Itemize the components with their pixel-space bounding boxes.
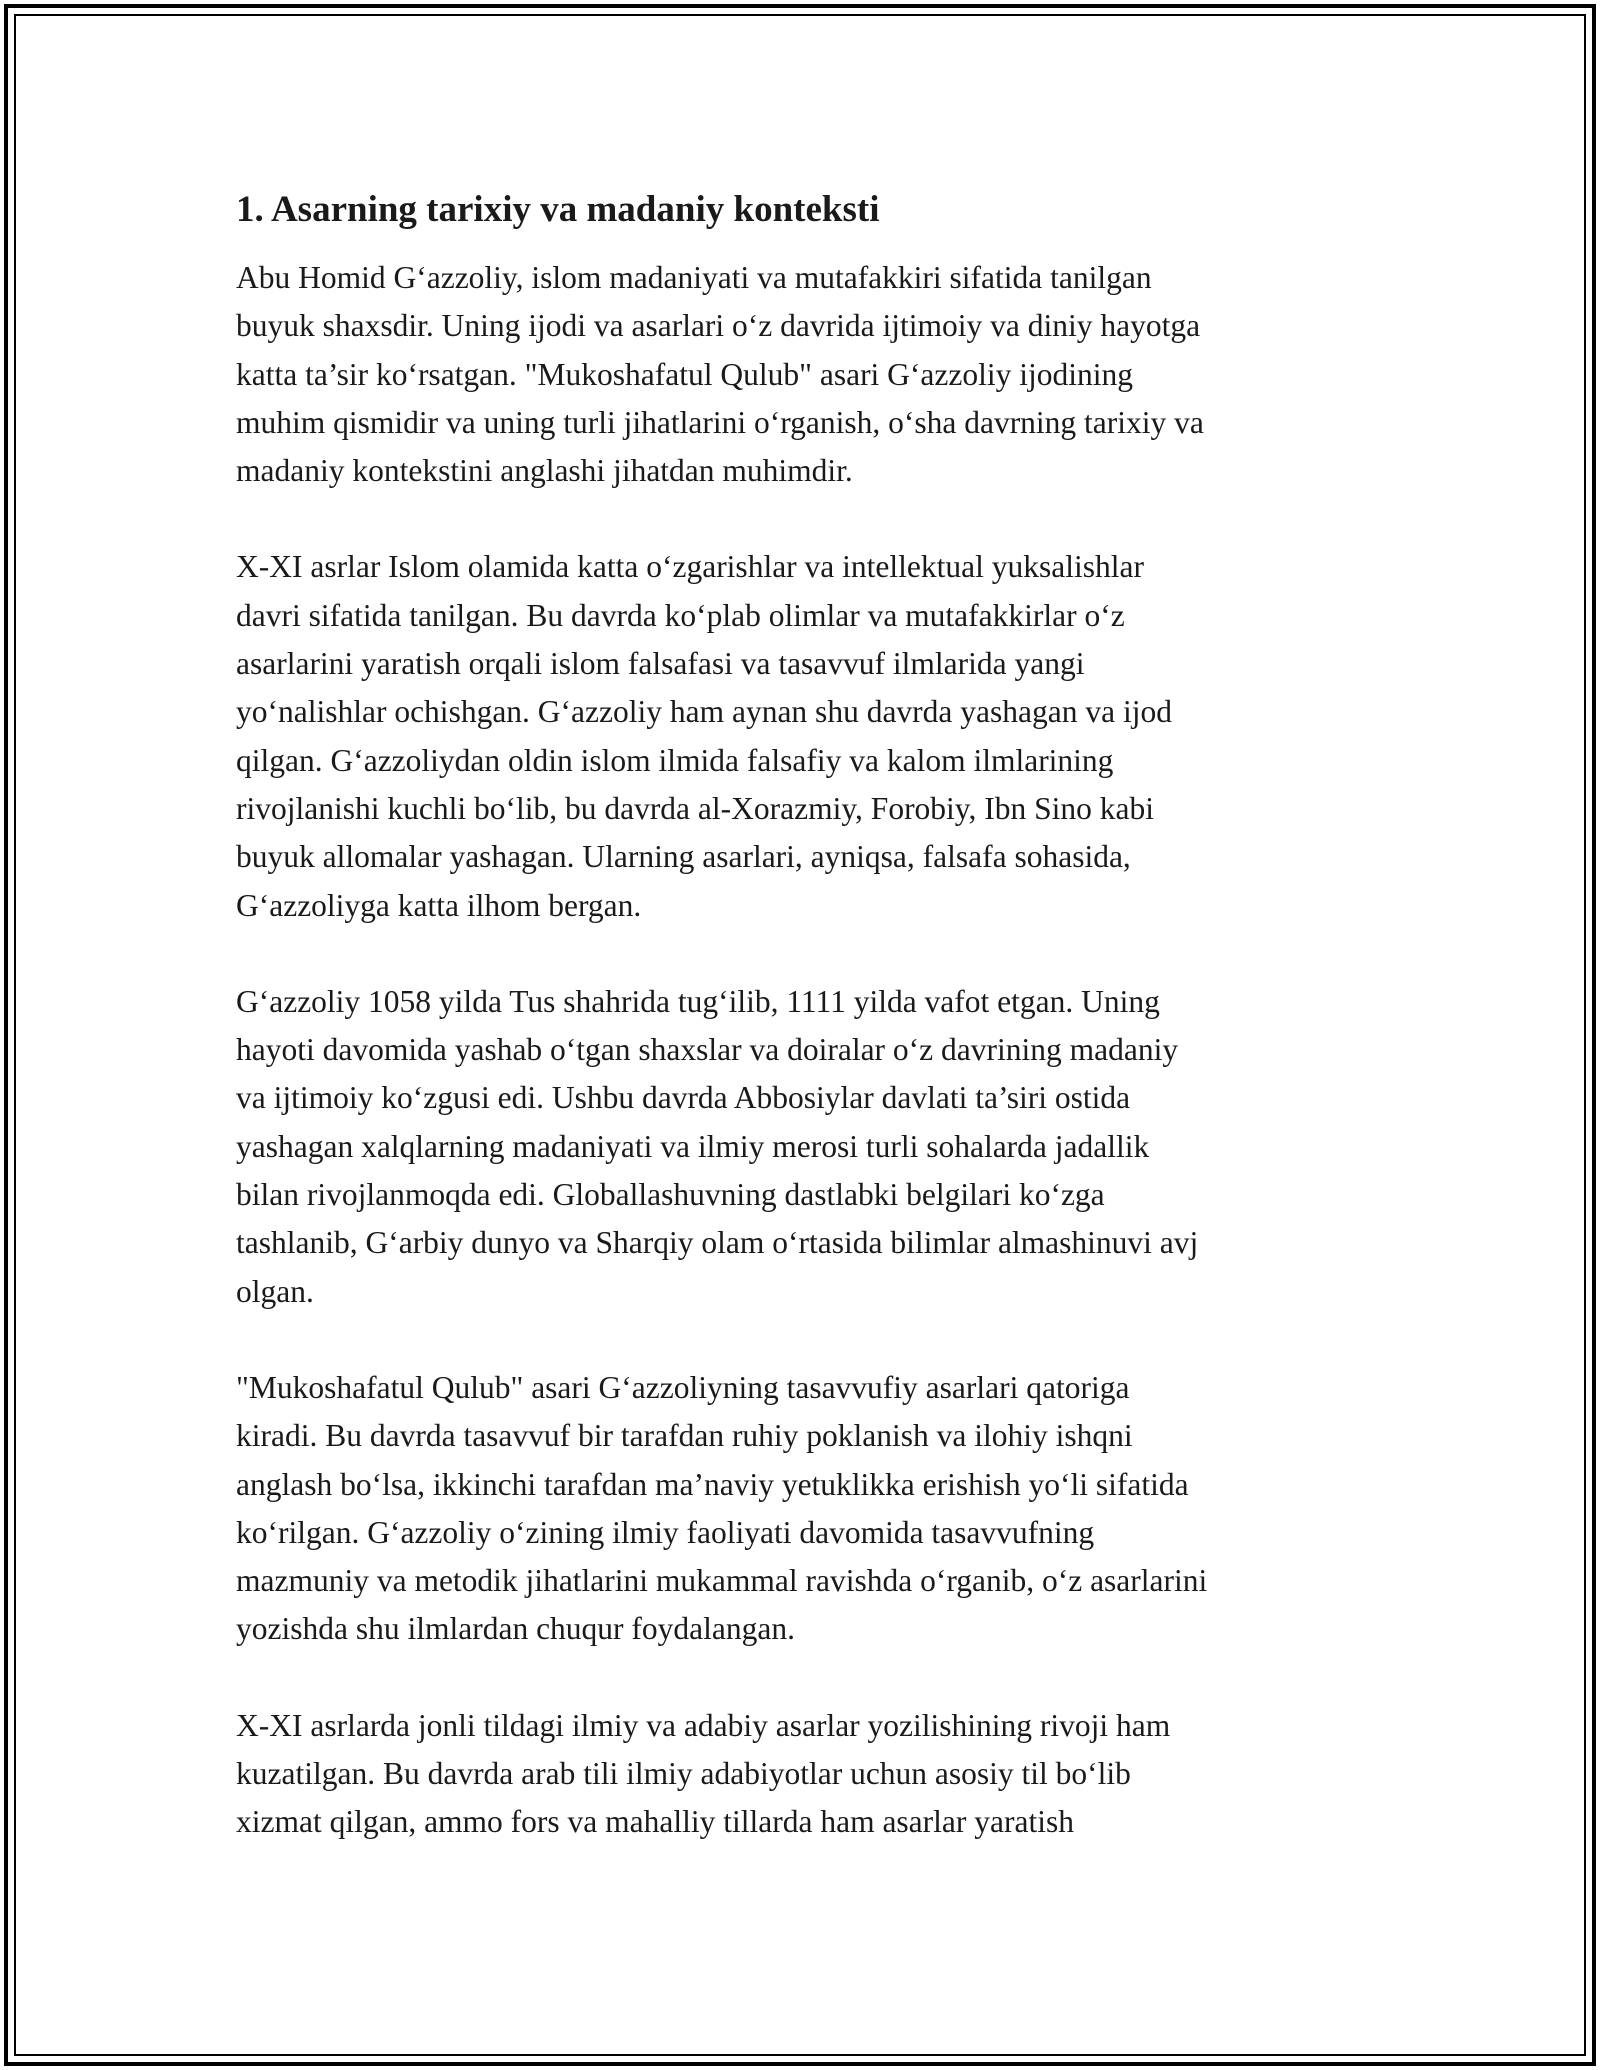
paragraph-historical-intro: Abu Homid G‘azzoliy, islom madaniyati va mutafakkiri sifatida tanilgan buyuk shaxsdir. Uning ijodi va asarlari o‘z davrida ijtimoiy va diniy hayotga katta ta’sir ko‘rsatgan. "Mukoshafatul Qulub" asari G‘azzoliy ijodining muhim qismidir va uning turli jihatlarini o‘rganish, o‘sha davrning tarixiy va madaniy kontekstini anglashi jihatdan muhimdir. bbox=[236, 260, 1204, 489]
paragraph-x-xi-centuries: X-XI asrlar Islom olamida katta o‘zgarishlar va intellektual yuksalishlar davri sifatida tanilgan. Bu davrda ko‘plab olimlar va mutafakkirlar o‘z asarlarini yaratish orqali islom falsafasi va tasavvuf ilmlarida yangi yo‘nalishlar ochishgan. G‘azzoliy ham aynan shu davrda yashagan va ijod qilgan. G‘azzoliydan oldin islom ilmida falsafiy va kalom ilmlarining rivojlanishi kuchli bo‘lib, bu davrda al-Xorazmiy, Forobiy, Ibn Sino kabi buyuk allomalar yashagan. Ularning asarlari, ayniqsa, falsafa sohasida, G‘azzoliyga katta ilhom bergan. bbox=[236, 549, 1172, 923]
paragraph-mukoshafatul-qulub: "Mukoshafatul Qulub" asari G‘azzoliyning tasavvufiy asarlari qatoriga kiradi. Bu davrda tasavvuf bir tarafdan ruhiy poklanish va ilohiy ishqni anglash bo‘lsa, ikkinchi tarafdan ma’naviy yetuklikka erishish yo‘li sifatida ko‘rilgan. G‘azzoliy o‘zining ilmiy faoliyati davomida tasavvufning mazmuniy va metodik jihatlarini mukammal ravishda o‘rganib, o‘z asarlarini yozishda shu ilmlardan chuqur foydalangan. bbox=[236, 1369, 1208, 1647]
paragraph-languages: X-XI asrlarda jonli tildagi ilmiy va adabiy asarlar yozilishining rivoji ham kuzatilgan. Bu davrda arab tili ilmiy adabiyotlar uchun asosiy til bo‘lib xizmat qilgan, ammo fors va mahalliy tillarda ham asarlar yaratish bbox=[236, 1707, 1171, 1840]
section-heading: 1. Asarning tarixiy va madaniy konteksti bbox=[236, 189, 880, 230]
document-body bbox=[236, 186, 1386, 1847]
paragraph-biography: G‘azzoliy 1058 yilda Tus shahrida tug‘ilib, 1111 yilda vafot etgan. Uning hayoti davomida yashab o‘tgan shaxslar va doiralar o‘z davrining madaniy va ijtimoiy ko‘zgusi edi. Ushbu davrda Abbosiylar davlati ta’siri ostida yashagan xalqlarning madaniyati va ilmiy merosi turli sohalarda jadallik bilan rivojlanmoqda edi. Globallashuvning dastlabki belgilari ko‘zga tashlanib, G‘arbiy dunyo va Sharqiy olam o‘rtasida bilimlar almashinuvi avj olgan. bbox=[236, 983, 1199, 1309]
